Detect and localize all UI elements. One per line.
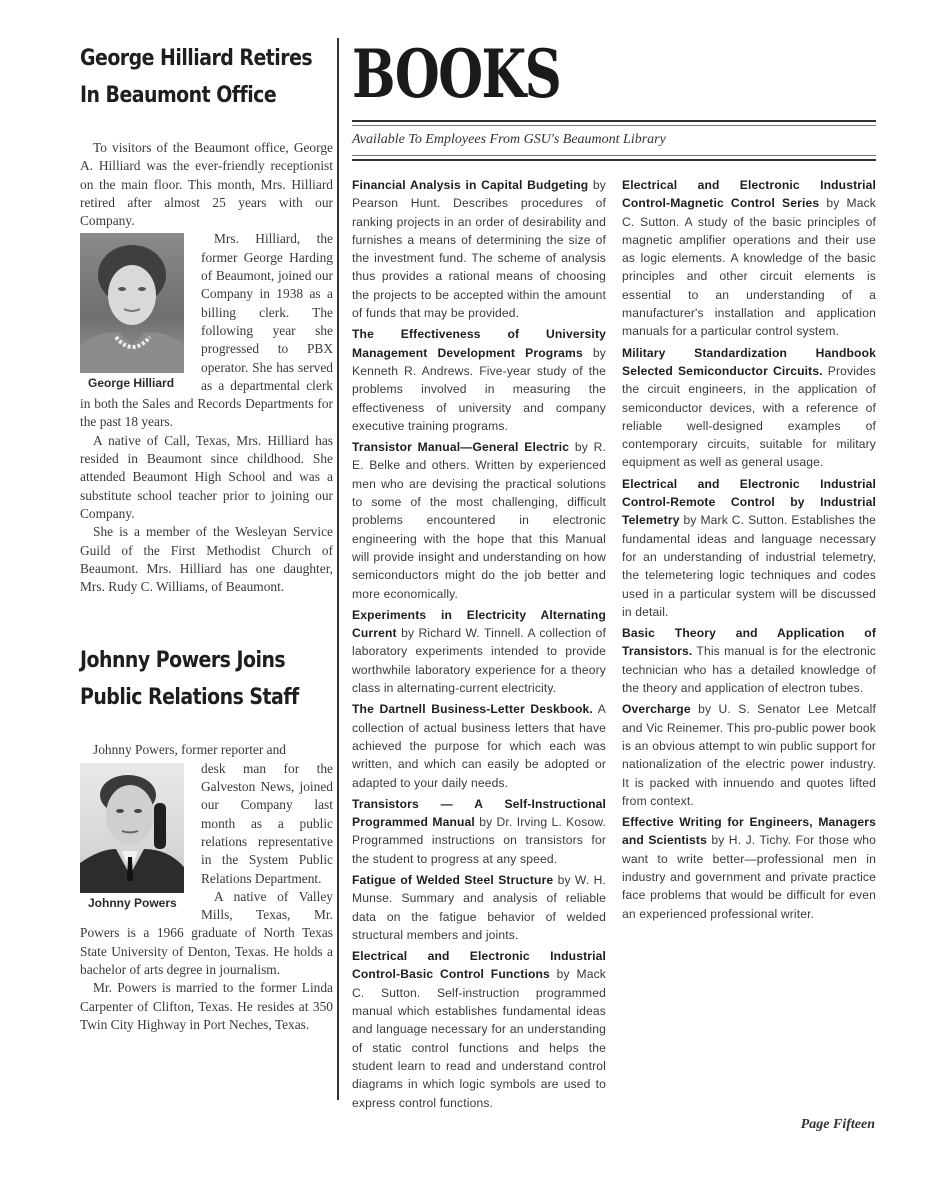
article-paragraph: She is a member of the Wesleyan Service Guild of the First Methodist Church of Beaumont. Mrs. Hilliard has one daughter, Mrs. Rudy C. Williams, of Beaumont. — [80, 524, 333, 595]
book-description: Provides the circuit engineers, in the application of semiconductor devices, with a reference of reliable well-designed examples of contemporary circuits, suitable for military equipment as well as general usage. — [622, 363, 876, 470]
book-description: by Mark C. Sutton. Establishes the fundamental ideas and language necessary for an understanding of industrial telemetry, the telemetering logic techniques and codes used in a particular system will be discussed in detail. — [622, 513, 876, 619]
book-entry — [622, 344, 876, 472]
books-columns — [352, 176, 876, 1115]
book-title: Electrical and Electronic Industrial Control-Remote Control by Industrial Telemetry — [622, 476, 876, 528]
article-paragraph: desk man for the Galveston News, joined our Company last month as a public relations representative in the System Public Relations Department. — [201, 760, 333, 886]
book-entry — [352, 947, 606, 1112]
book-description: by R. E. Belke and others. Written by experienced men who are devising the practical solutions to some of the most challenging, difficult problems encountered in electronic engineering with the hope that this Manual will provide insight and understanding on how semiconductors might do the job better and more economically. — [352, 440, 606, 601]
headline-line-1: George Hilliard Retires — [80, 46, 313, 71]
book-description: by Mack C. Sutton. A study of the basic principles of magnetic amplifier operations and their use as logic elements. A knowledge of the basic principles and other circuit elements is essential to an understanding of a manufacturer's installation and application manuals for a particular control system. — [622, 196, 876, 339]
book-entry — [622, 700, 876, 810]
portrait-icon — [80, 233, 184, 373]
portrait-photo-powers — [80, 763, 184, 893]
article-powers — [80, 642, 333, 1034]
book-description: by Mack C. Sutton. Self-instruction programmed manual which establishes fundamental ideas and language necessary for an understanding of static control functions and helps the student learn to read and understand control diagrams in which logic symbols are used to express control functions. — [352, 967, 606, 1110]
book-entry — [352, 871, 606, 944]
book-title: Financial Analysis in Capital Budgeting — [352, 178, 589, 192]
book-description: by Kenneth R. Andrews. Five-year study of the problems involved in measuring the effectiveness of university and company executive training programs. — [352, 345, 606, 433]
headline-line-1: Johnny Powers Joins — [80, 648, 286, 674]
book-title: Fatigue of Welded Steel Structure — [352, 872, 554, 887]
left-column — [80, 40, 333, 1034]
book-entry — [352, 795, 606, 868]
book-entry — [622, 176, 876, 341]
book-entry — [352, 606, 606, 697]
photo-block — [80, 763, 189, 912]
article-hilliard — [80, 40, 333, 596]
article-headline — [80, 642, 338, 716]
book-description: by W. H. Munse. Summary and analysis of reliable data on the fatigue behavior of welded structural members and joints. — [352, 872, 606, 942]
book-title: Transistor Manual—General Electric — [352, 440, 570, 455]
divider — [352, 159, 876, 161]
books-column-right — [622, 176, 876, 1115]
book-description: by Dr. Irving L. Kosow. Programmed instructions on transistors for the student to progress at any speed. — [352, 815, 607, 866]
article-intro: Johnny Powers, former reporter and — [93, 742, 286, 758]
books-subtitle: Available To Employees From GSU's Beaumont Library — [352, 132, 666, 147]
article-paragraph: Mr. Powers is married to the former Linda Carpenter of Clifton, Texas. He resides at 350 Twin City Highway in Port Neches, Texas. — [80, 980, 333, 1032]
book-entry — [622, 624, 876, 697]
book-title: Electrical and Electronic Industrial Control-Magnetic Control Series — [622, 178, 876, 211]
portrait-icon — [80, 763, 184, 893]
book-description: by Pearson Hunt. Describes procedures of ranking projects in an order of desirability and furnishes a means of determining the size of the investment fund. The scheme of analysis thus provides a rational means of choosing the projects to be accepted within the amount of funds that may be provided. — [352, 178, 606, 321]
book-entry — [352, 438, 606, 603]
article-paragraph: A native of Call, Texas, Mrs. Hilliard has resided in Beaumont since childhood. She attended Beaumont High School and was a substitute school teacher prior to joining our Company. — [80, 432, 333, 521]
book-title: Electrical and Electronic Industrial Control-Basic Control Functions — [352, 949, 606, 982]
book-title: Basic Theory and Application of Transistors. — [622, 626, 876, 659]
book-description: by H. J. Tichy. For those who want to write better—professional men in industry and government and private practice face problems that would be difficult for even an experienced professional writer. — [622, 833, 876, 921]
book-description: by U. S. Senator Lee Metcalf and Vic Reinemer. This pro-public power book is an obvious attempt to win public support for nationalization of the electric power industry. It is packed with innuendo and quotes lifted from context. — [622, 702, 876, 808]
page-number: Page Fifteen — [800, 1117, 875, 1132]
book-description: by Richard W. Tinnell. A collection of laboratory experiments intended to provide worthwhile laboratory experience for a theory class in alternating-current electricity. — [352, 626, 606, 696]
article-paragraph: A native of Valley Mills, Texas, Mr. Powers is a 1966 graduate of North Texas State University of Denton, Texas. He holds a bachelor of arts degree in journalism. — [80, 888, 333, 977]
book-title: Experiments in Electricity Alternating Current — [352, 607, 606, 641]
headline-line-2: In Beaumont Office — [80, 83, 277, 108]
book-title: The Dartnell Business-Letter Deskbook. — [352, 702, 593, 717]
book-description: A collection of actual business letters that have achieved the purpose for which each was written, and which can easily be adopted or adapted to your daily needs. — [352, 702, 606, 790]
headline-line-2: Public Relations Staff — [80, 685, 299, 711]
article-headline — [80, 40, 338, 114]
book-title: The Effectiveness of University Management Development Programs — [352, 327, 606, 360]
article-body — [80, 741, 333, 1034]
divider — [352, 120, 876, 122]
book-description: This manual is for the electronic technician who has a detailed knowledge of the theory and application of electron tubes. — [622, 644, 876, 696]
column-divider — [337, 38, 339, 1100]
books-title: BOOKS — [352, 35, 561, 113]
books-column-left — [352, 176, 606, 1115]
article-intro: To visitors of the Beaumont office, George A. Hilliard was the ever-friendly receptionist on the main floor. This month, Mrs. Hilliard retired after almost 25 years with our Company. — [80, 140, 333, 229]
book-entry — [352, 176, 606, 322]
book-entry — [622, 813, 876, 923]
portrait-photo-hilliard — [80, 233, 184, 373]
book-title: Overcharge — [622, 702, 691, 717]
photo-caption: George Hilliard — [88, 376, 175, 391]
book-title: Military Standardization Handbook Selected Semiconductor Circuits. — [622, 345, 876, 378]
book-title: Transistors — A Self-Instructional Programmed Manual — [352, 796, 606, 830]
article-paragraph: Mrs. Hilliard, the former George Harding of Beaumont, joined our Company in 1938 as a billing clerk. The following year she progressed to PBX operator. She has served as a departmental clerk in both the Sales and Records Departments for the past 18 years. — [80, 231, 333, 430]
book-entry — [622, 475, 876, 621]
book-title: Effective Writing for Engineers, Managers and Scientists — [622, 815, 876, 848]
book-entry — [352, 700, 606, 791]
photo-block — [80, 233, 189, 392]
divider — [352, 155, 876, 156]
article-body — [80, 139, 333, 596]
photo-caption: Johnny Powers — [88, 895, 177, 910]
books-section — [352, 35, 876, 1115]
book-entry — [352, 325, 606, 435]
